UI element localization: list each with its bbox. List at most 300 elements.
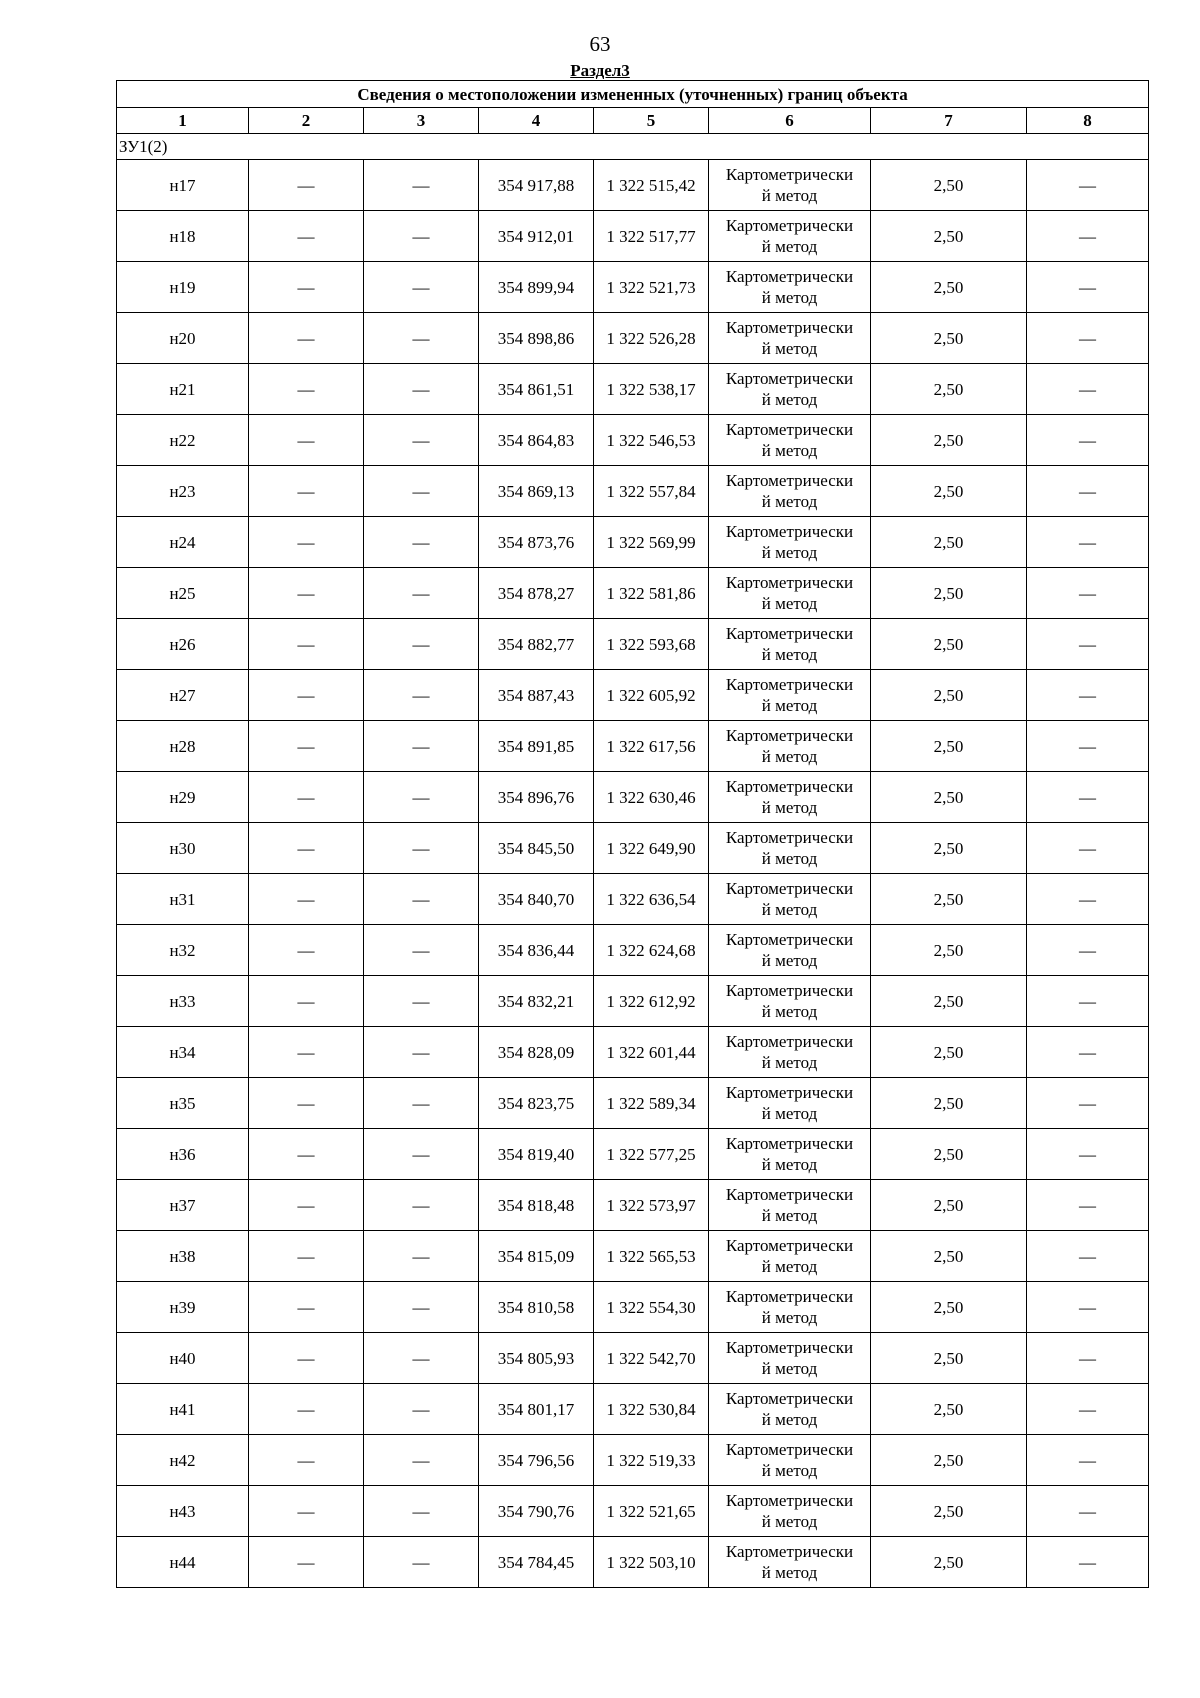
section-title: Раздел3 xyxy=(570,61,630,80)
method-line-2: й метод xyxy=(761,1002,818,1021)
column-3-cell: — xyxy=(364,772,479,823)
method-line-1: Картометрически xyxy=(725,1389,854,1408)
table-row xyxy=(117,1384,1149,1435)
x-coordinate-cell: 354 917,88 xyxy=(479,160,594,211)
y-coordinate-cell: 1 322 569,99 xyxy=(594,517,709,568)
column-2-cell: — xyxy=(249,1129,364,1180)
column-2-cell: — xyxy=(249,517,364,568)
column-8-cell: — xyxy=(1027,1537,1149,1588)
accuracy-cell: 2,50 xyxy=(871,1486,1027,1537)
table-row xyxy=(117,1078,1149,1129)
column-number: 7 xyxy=(871,108,1027,134)
accuracy-cell: 2,50 xyxy=(871,313,1027,364)
x-coordinate-cell: 354 840,70 xyxy=(479,874,594,925)
column-8-cell: — xyxy=(1027,1435,1149,1486)
method-line-2: й метод xyxy=(761,798,818,817)
column-8-cell: — xyxy=(1027,925,1149,976)
accuracy-cell: 2,50 xyxy=(871,466,1027,517)
method-line-1: Картометрически xyxy=(725,1338,854,1357)
column-8-cell: — xyxy=(1027,772,1149,823)
table-row xyxy=(117,211,1149,262)
table-row xyxy=(117,721,1149,772)
method-line-2: й метод xyxy=(761,849,818,868)
method-cell xyxy=(709,1078,871,1129)
column-3-cell: — xyxy=(364,670,479,721)
point-name-cell: н24 xyxy=(117,517,249,568)
column-8-cell: — xyxy=(1027,517,1149,568)
method-cell xyxy=(709,211,871,262)
table-row xyxy=(117,823,1149,874)
column-2-cell: — xyxy=(249,313,364,364)
accuracy-cell: 2,50 xyxy=(871,262,1027,313)
x-coordinate-cell: 354 861,51 xyxy=(479,364,594,415)
x-coordinate-cell: 354 882,77 xyxy=(479,619,594,670)
method-cell xyxy=(709,925,871,976)
x-coordinate-cell: 354 823,75 xyxy=(479,1078,594,1129)
column-2-cell: — xyxy=(249,976,364,1027)
method-line-2: й метод xyxy=(761,543,818,562)
column-number: 3 xyxy=(364,108,479,134)
y-coordinate-cell: 1 322 601,44 xyxy=(594,1027,709,1078)
method-line-2: й метод xyxy=(761,1053,818,1072)
method-cell xyxy=(709,976,871,1027)
column-8-cell: — xyxy=(1027,313,1149,364)
column-3-cell: — xyxy=(364,313,479,364)
column-2-cell: — xyxy=(249,721,364,772)
column-2-cell: — xyxy=(249,1384,364,1435)
method-line-2: й метод xyxy=(761,186,818,205)
column-3-cell: — xyxy=(364,874,479,925)
x-coordinate-cell: 354 898,86 xyxy=(479,313,594,364)
x-coordinate-cell: 354 873,76 xyxy=(479,517,594,568)
point-name-cell: н44 xyxy=(117,1537,249,1588)
table-row xyxy=(117,772,1149,823)
method-line-2: й метод xyxy=(761,288,818,307)
column-2-cell: — xyxy=(249,1282,364,1333)
accuracy-cell: 2,50 xyxy=(871,1537,1027,1588)
x-coordinate-cell: 354 815,09 xyxy=(479,1231,594,1282)
x-coordinate-cell: 354 836,44 xyxy=(479,925,594,976)
method-cell xyxy=(709,466,871,517)
y-coordinate-cell: 1 322 589,34 xyxy=(594,1078,709,1129)
method-line-1: Картометрически xyxy=(725,1491,854,1510)
point-name-cell: н30 xyxy=(117,823,249,874)
table-row xyxy=(117,517,1149,568)
point-name-cell: н33 xyxy=(117,976,249,1027)
column-2-cell: — xyxy=(249,823,364,874)
method-line-1: Картометрически xyxy=(725,165,854,184)
method-line-1: Картометрически xyxy=(725,420,854,439)
method-line-1: Картометрически xyxy=(725,879,854,898)
column-2-cell: — xyxy=(249,1435,364,1486)
column-3-cell: — xyxy=(364,823,479,874)
column-2-cell: — xyxy=(249,1231,364,1282)
method-line-2: й метод xyxy=(761,1155,818,1174)
method-line-2: й метод xyxy=(761,1461,818,1480)
method-cell xyxy=(709,1333,871,1384)
method-line-1: Картометрически xyxy=(725,777,854,796)
column-2-cell: — xyxy=(249,1486,364,1537)
method-line-1: Картометрически xyxy=(725,471,854,490)
y-coordinate-cell: 1 322 636,54 xyxy=(594,874,709,925)
column-3-cell: — xyxy=(364,925,479,976)
point-name-cell: н43 xyxy=(117,1486,249,1537)
y-coordinate-cell: 1 322 565,53 xyxy=(594,1231,709,1282)
method-line-1: Картометрически xyxy=(725,1032,854,1051)
accuracy-cell: 2,50 xyxy=(871,415,1027,466)
column-3-cell: — xyxy=(364,262,479,313)
y-coordinate-cell: 1 322 593,68 xyxy=(594,619,709,670)
method-cell xyxy=(709,1129,871,1180)
column-2-cell: — xyxy=(249,1027,364,1078)
point-name-cell: н34 xyxy=(117,1027,249,1078)
method-line-2: й метод xyxy=(761,339,818,358)
x-coordinate-cell: 354 887,43 xyxy=(479,670,594,721)
method-line-1: Картометрически xyxy=(725,573,854,592)
method-cell xyxy=(709,670,871,721)
table-row xyxy=(117,1537,1149,1588)
table-caption: Сведения о местоположении измененных (уточненных) границ объекта xyxy=(117,81,1149,108)
y-coordinate-cell: 1 322 554,30 xyxy=(594,1282,709,1333)
column-3-cell: — xyxy=(364,1333,479,1384)
table-row xyxy=(117,262,1149,313)
column-3-cell: — xyxy=(364,1078,479,1129)
accuracy-cell: 2,50 xyxy=(871,1384,1027,1435)
method-line-2: й метод xyxy=(761,492,818,511)
accuracy-cell: 2,50 xyxy=(871,1435,1027,1486)
column-8-cell: — xyxy=(1027,160,1149,211)
y-coordinate-cell: 1 322 530,84 xyxy=(594,1384,709,1435)
method-cell xyxy=(709,160,871,211)
column-8-cell: — xyxy=(1027,466,1149,517)
method-cell xyxy=(709,517,871,568)
x-coordinate-cell: 354 878,27 xyxy=(479,568,594,619)
x-coordinate-cell: 354 805,93 xyxy=(479,1333,594,1384)
x-coordinate-cell: 354 899,94 xyxy=(479,262,594,313)
method-line-1: Картометрически xyxy=(725,981,854,1000)
y-coordinate-cell: 1 322 521,73 xyxy=(594,262,709,313)
method-cell xyxy=(709,1435,871,1486)
method-line-1: Картометрически xyxy=(725,1287,854,1306)
column-3-cell: — xyxy=(364,1537,479,1588)
column-8-cell: — xyxy=(1027,1384,1149,1435)
y-coordinate-cell: 1 322 630,46 xyxy=(594,772,709,823)
point-name-cell: н31 xyxy=(117,874,249,925)
accuracy-cell: 2,50 xyxy=(871,1333,1027,1384)
y-coordinate-cell: 1 322 538,17 xyxy=(594,364,709,415)
column-number: 6 xyxy=(709,108,871,134)
method-cell xyxy=(709,772,871,823)
accuracy-cell: 2,50 xyxy=(871,211,1027,262)
table-row xyxy=(117,160,1149,211)
table-row xyxy=(117,415,1149,466)
column-8-cell: — xyxy=(1027,364,1149,415)
point-name-cell: н17 xyxy=(117,160,249,211)
point-name-cell: н18 xyxy=(117,211,249,262)
column-3-cell: — xyxy=(364,211,479,262)
y-coordinate-cell: 1 322 503,10 xyxy=(594,1537,709,1588)
method-line-1: Картометрически xyxy=(725,1440,854,1459)
column-8-cell: — xyxy=(1027,823,1149,874)
method-line-1: Картометрически xyxy=(725,369,854,388)
x-coordinate-cell: 354 891,85 xyxy=(479,721,594,772)
method-line-2: й метод xyxy=(761,441,818,460)
column-3-cell: — xyxy=(364,1180,479,1231)
column-number: 4 xyxy=(479,108,594,134)
method-line-2: й метод xyxy=(761,1410,818,1429)
point-name-cell: н39 xyxy=(117,1282,249,1333)
accuracy-cell: 2,50 xyxy=(871,517,1027,568)
x-coordinate-cell: 354 801,17 xyxy=(479,1384,594,1435)
column-8-cell: — xyxy=(1027,619,1149,670)
point-name-cell: н21 xyxy=(117,364,249,415)
point-name-cell: н23 xyxy=(117,466,249,517)
method-cell xyxy=(709,568,871,619)
accuracy-cell: 2,50 xyxy=(871,364,1027,415)
x-coordinate-cell: 354 864,83 xyxy=(479,415,594,466)
y-coordinate-cell: 1 322 557,84 xyxy=(594,466,709,517)
point-name-cell: н20 xyxy=(117,313,249,364)
method-line-1: Картометрически xyxy=(725,828,854,847)
column-2-cell: — xyxy=(249,1180,364,1231)
column-number: 1 xyxy=(117,108,249,134)
column-8-cell: — xyxy=(1027,1231,1149,1282)
accuracy-cell: 2,50 xyxy=(871,160,1027,211)
accuracy-cell: 2,50 xyxy=(871,772,1027,823)
y-coordinate-cell: 1 322 605,92 xyxy=(594,670,709,721)
table-row xyxy=(117,1435,1149,1486)
accuracy-cell: 2,50 xyxy=(871,823,1027,874)
page-number: 63 xyxy=(589,32,611,56)
column-number: 2 xyxy=(249,108,364,134)
method-line-1: Картометрически xyxy=(725,726,854,745)
method-line-1: Картометрически xyxy=(725,1134,854,1153)
column-3-cell: — xyxy=(364,466,479,517)
column-2-cell: — xyxy=(249,1537,364,1588)
column-8-cell: — xyxy=(1027,670,1149,721)
column-3-cell: — xyxy=(364,1435,479,1486)
method-cell xyxy=(709,874,871,925)
column-8-cell: — xyxy=(1027,721,1149,772)
accuracy-cell: 2,50 xyxy=(871,874,1027,925)
table-row xyxy=(117,874,1149,925)
column-2-cell: — xyxy=(249,1333,364,1384)
column-3-cell: — xyxy=(364,1129,479,1180)
method-line-1: Картометрически xyxy=(725,267,854,286)
point-name-cell: н28 xyxy=(117,721,249,772)
method-line-2: й метод xyxy=(761,951,818,970)
method-line-1: Картометрически xyxy=(725,675,854,694)
table-row xyxy=(117,1282,1149,1333)
column-2-cell: — xyxy=(249,925,364,976)
column-2-cell: — xyxy=(249,772,364,823)
method-cell xyxy=(709,721,871,772)
method-line-2: й метод xyxy=(761,747,818,766)
y-coordinate-cell: 1 322 526,28 xyxy=(594,313,709,364)
method-line-1: Картометрически xyxy=(725,1542,854,1561)
method-cell xyxy=(709,1486,871,1537)
table-row xyxy=(117,1333,1149,1384)
accuracy-cell: 2,50 xyxy=(871,1129,1027,1180)
method-line-2: й метод xyxy=(761,645,818,664)
method-line-2: й метод xyxy=(761,1104,818,1123)
column-number: 5 xyxy=(594,108,709,134)
table-row xyxy=(117,1231,1149,1282)
column-8-cell: — xyxy=(1027,568,1149,619)
column-2-cell: — xyxy=(249,211,364,262)
accuracy-cell: 2,50 xyxy=(871,976,1027,1027)
table-row xyxy=(117,619,1149,670)
column-number: 8 xyxy=(1027,108,1149,134)
x-coordinate-cell: 354 796,56 xyxy=(479,1435,594,1486)
accuracy-cell: 2,50 xyxy=(871,1180,1027,1231)
method-cell xyxy=(709,1282,871,1333)
accuracy-cell: 2,50 xyxy=(871,1231,1027,1282)
column-8-cell: — xyxy=(1027,211,1149,262)
point-name-cell: н40 xyxy=(117,1333,249,1384)
method-line-2: й метод xyxy=(761,1308,818,1327)
column-8-cell: — xyxy=(1027,1486,1149,1537)
method-cell xyxy=(709,823,871,874)
method-line-1: Картометрически xyxy=(725,1083,854,1102)
y-coordinate-cell: 1 322 612,92 xyxy=(594,976,709,1027)
method-line-2: й метод xyxy=(761,900,818,919)
point-name-cell: н36 xyxy=(117,1129,249,1180)
boundary-table xyxy=(116,80,1149,1588)
method-cell xyxy=(709,1537,871,1588)
table-row xyxy=(117,976,1149,1027)
table-row xyxy=(117,364,1149,415)
method-cell xyxy=(709,313,871,364)
group-row xyxy=(117,134,1149,160)
method-line-1: Картометрически xyxy=(725,216,854,235)
point-name-cell: н29 xyxy=(117,772,249,823)
method-line-1: Картометрически xyxy=(725,624,854,643)
column-3-cell: — xyxy=(364,619,479,670)
column-8-cell: — xyxy=(1027,1180,1149,1231)
point-name-cell: н41 xyxy=(117,1384,249,1435)
y-coordinate-cell: 1 322 573,97 xyxy=(594,1180,709,1231)
y-coordinate-cell: 1 322 521,65 xyxy=(594,1486,709,1537)
column-2-cell: — xyxy=(249,160,364,211)
method-line-1: Картометрически xyxy=(725,930,854,949)
y-coordinate-cell: 1 322 617,56 xyxy=(594,721,709,772)
table-row xyxy=(117,670,1149,721)
table-row xyxy=(117,925,1149,976)
point-name-cell: н38 xyxy=(117,1231,249,1282)
point-name-cell: н37 xyxy=(117,1180,249,1231)
column-8-cell: — xyxy=(1027,415,1149,466)
column-number-row xyxy=(117,108,1149,134)
point-name-cell: н32 xyxy=(117,925,249,976)
column-8-cell: — xyxy=(1027,1129,1149,1180)
column-8-cell: — xyxy=(1027,1027,1149,1078)
method-line-2: й метод xyxy=(761,1206,818,1225)
y-coordinate-cell: 1 322 515,42 xyxy=(594,160,709,211)
method-cell xyxy=(709,1231,871,1282)
column-3-cell: — xyxy=(364,1384,479,1435)
table-row xyxy=(117,1180,1149,1231)
method-line-1: Картометрически xyxy=(725,1185,854,1204)
point-name-cell: н42 xyxy=(117,1435,249,1486)
method-line-2: й метод xyxy=(761,594,818,613)
point-name-cell: н22 xyxy=(117,415,249,466)
x-coordinate-cell: 354 790,76 xyxy=(479,1486,594,1537)
x-coordinate-cell: 354 845,50 xyxy=(479,823,594,874)
point-name-cell: н19 xyxy=(117,262,249,313)
method-line-1: Картометрически xyxy=(725,318,854,337)
x-coordinate-cell: 354 912,01 xyxy=(479,211,594,262)
column-3-cell: — xyxy=(364,160,479,211)
column-3-cell: — xyxy=(364,1027,479,1078)
table-row xyxy=(117,1129,1149,1180)
accuracy-cell: 2,50 xyxy=(871,925,1027,976)
column-3-cell: — xyxy=(364,721,479,772)
column-2-cell: — xyxy=(249,466,364,517)
column-3-cell: — xyxy=(364,517,479,568)
method-line-2: й метод xyxy=(761,696,818,715)
column-3-cell: — xyxy=(364,1231,479,1282)
column-8-cell: — xyxy=(1027,1078,1149,1129)
y-coordinate-cell: 1 322 577,25 xyxy=(594,1129,709,1180)
method-line-2: й метод xyxy=(761,1257,818,1276)
column-3-cell: — xyxy=(364,364,479,415)
x-coordinate-cell: 354 832,21 xyxy=(479,976,594,1027)
y-coordinate-cell: 1 322 517,77 xyxy=(594,211,709,262)
column-3-cell: — xyxy=(364,568,479,619)
column-3-cell: — xyxy=(364,1282,479,1333)
method-line-2: й метод xyxy=(761,1359,818,1378)
point-name-cell: н25 xyxy=(117,568,249,619)
group-label: ЗУ1(2) xyxy=(117,134,1149,160)
point-name-cell: н35 xyxy=(117,1078,249,1129)
column-8-cell: — xyxy=(1027,1282,1149,1333)
column-8-cell: — xyxy=(1027,976,1149,1027)
table-caption-row xyxy=(117,81,1149,108)
column-2-cell: — xyxy=(249,568,364,619)
accuracy-cell: 2,50 xyxy=(871,1027,1027,1078)
y-coordinate-cell: 1 322 519,33 xyxy=(594,1435,709,1486)
method-cell xyxy=(709,1180,871,1231)
table-row xyxy=(117,568,1149,619)
method-cell xyxy=(709,415,871,466)
method-line-1: Картометрически xyxy=(725,522,854,541)
method-line-2: й метод xyxy=(761,1512,818,1531)
column-2-cell: — xyxy=(249,415,364,466)
table-row xyxy=(117,313,1149,364)
method-cell xyxy=(709,364,871,415)
y-coordinate-cell: 1 322 624,68 xyxy=(594,925,709,976)
method-cell xyxy=(709,619,871,670)
y-coordinate-cell: 1 322 546,53 xyxy=(594,415,709,466)
point-name-cell: н26 xyxy=(117,619,249,670)
y-coordinate-cell: 1 322 649,90 xyxy=(594,823,709,874)
table-row xyxy=(117,1486,1149,1537)
accuracy-cell: 2,50 xyxy=(871,619,1027,670)
method-cell xyxy=(709,262,871,313)
x-coordinate-cell: 354 869,13 xyxy=(479,466,594,517)
accuracy-cell: 2,50 xyxy=(871,1078,1027,1129)
method-line-2: й метод xyxy=(761,1563,818,1582)
accuracy-cell: 2,50 xyxy=(871,1282,1027,1333)
column-2-cell: — xyxy=(249,619,364,670)
x-coordinate-cell: 354 819,40 xyxy=(479,1129,594,1180)
column-3-cell: — xyxy=(364,976,479,1027)
accuracy-cell: 2,50 xyxy=(871,670,1027,721)
column-8-cell: — xyxy=(1027,1333,1149,1384)
accuracy-cell: 2,50 xyxy=(871,568,1027,619)
column-2-cell: — xyxy=(249,262,364,313)
